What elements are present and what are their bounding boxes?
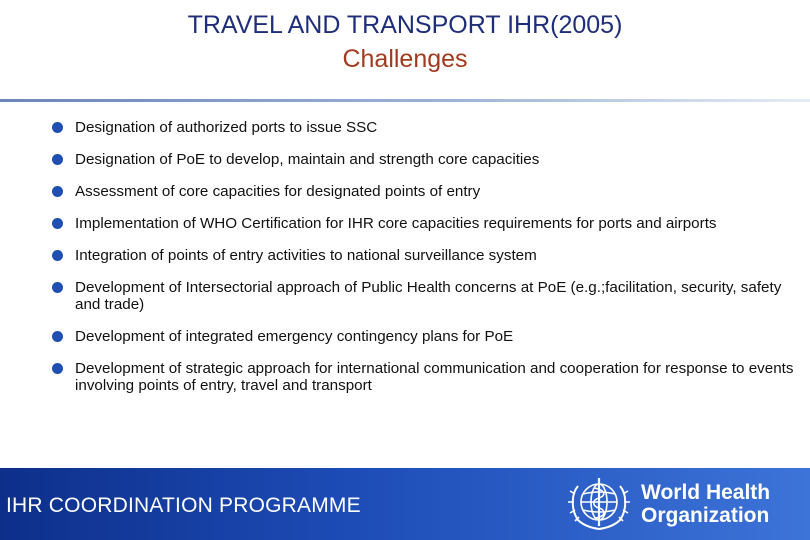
bullet-item: [52, 215, 797, 232]
bullet-item: [52, 119, 797, 136]
organization-name-line2: Organization: [641, 504, 770, 527]
bullet-text: Development of integrated emergency contingency plans for PoE: [75, 328, 514, 345]
bullet-text: Development of strategic approach for international communication and cooperation for response to events involving points of entry, travel and transport: [75, 360, 794, 394]
title-divider: [0, 99, 810, 102]
bullet-dot-icon: [52, 282, 63, 293]
organization-name-line1: World Health: [641, 481, 771, 504]
bullet-item: [52, 247, 797, 264]
slide-title: [0, 8, 810, 76]
bullet-item: [52, 151, 797, 168]
bullet-dot-icon: [52, 122, 63, 133]
slide-title-main: TRAVEL AND TRANSPORT IHR(2005): [187, 11, 623, 39]
bullet-dot-icon: [52, 250, 63, 261]
bullet-list: [52, 119, 797, 409]
bullet-dot-icon: [52, 331, 63, 342]
bullet-item: [52, 360, 797, 394]
bullet-text: Implementation of WHO Certification for IHR core capacities requirements for ports and airports: [75, 215, 717, 232]
bullet-text: Integration of points of entry activities to national surveillance system: [75, 247, 537, 264]
bullet-text: Assessment of core capacities for designated points of entry: [75, 183, 481, 200]
bullet-item: [52, 279, 797, 313]
bullet-dot-icon: [52, 218, 63, 229]
programme-name: IHR COORDINATION PROGRAMME: [6, 494, 361, 517]
bullet-item: [52, 328, 797, 345]
bullet-text: Development of Intersectorial approach of Public Health concerns at PoE (e.g.;facilitation, security, safety and trade): [75, 279, 782, 313]
bullet-dot-icon: [52, 154, 63, 165]
bullet-text: Designation of PoE to develop, maintain and strength core capacities: [75, 151, 540, 168]
who-emblem-icon: [566, 474, 632, 532]
bullet-item: [52, 183, 797, 200]
slide-subtitle: Challenges: [342, 45, 468, 73]
bullet-text: Designation of authorized ports to issue SSC: [75, 119, 378, 136]
organization-name: [641, 481, 770, 527]
bullet-dot-icon: [52, 363, 63, 374]
bullet-dot-icon: [52, 186, 63, 197]
